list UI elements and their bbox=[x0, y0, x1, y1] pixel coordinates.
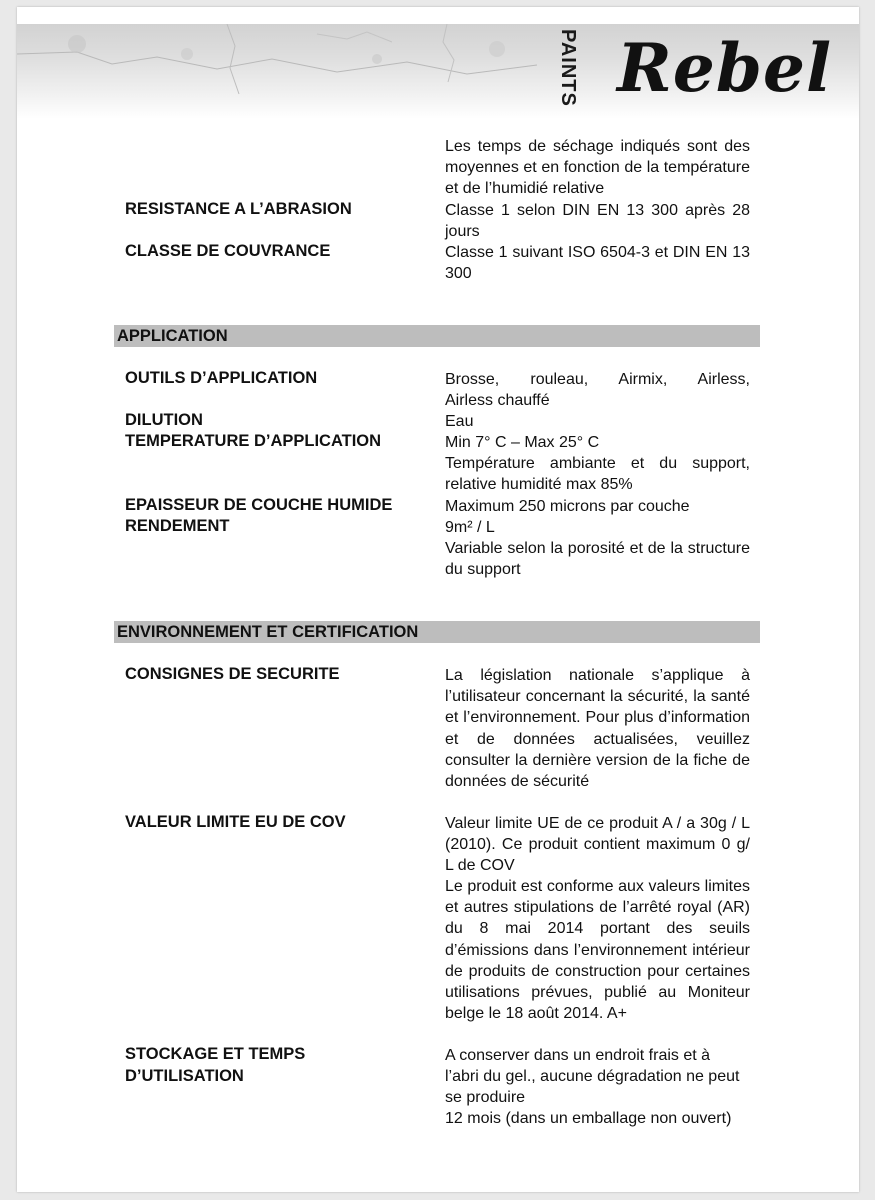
stockage-label-line-1: STOCKAGE ET TEMPS bbox=[125, 1045, 306, 1063]
outils-line-1: Brosse, rouleau, Airmix, Airless, bbox=[445, 371, 750, 388]
abrasion-value: Classe 1 selon DIN EN 13 300 après 28 jours bbox=[445, 202, 750, 241]
outils-label: OUTILS D’APPLICATION bbox=[125, 369, 318, 387]
outils-line-2: Airless chauffé bbox=[445, 392, 550, 410]
stockage-value: A conserver dans un endroit frais et à l’abri du gel., aucune dégradation ne peut se produire bbox=[445, 1047, 740, 1107]
epaisseur-label: EPAISSEUR DE COUCHE HUMIDE bbox=[125, 496, 393, 514]
consignes-value: La législation nationale s’applique à l’utilisateur concernant la sécurité, la santé et l’environnement. Pour plus d’information et de données actualisées, veuillez consulter la dernière version de la fiche de données de sécurité bbox=[445, 667, 750, 791]
stockage-note: 12 mois (dans un emballage non ouvert) bbox=[445, 1110, 732, 1127]
rendement-label: RENDEMENT bbox=[125, 517, 230, 535]
dilution-label: DILUTION bbox=[125, 411, 203, 429]
cov-note: Le produit est conforme aux valeurs limites et autres stipulations de l’arrêté royal (AR) du 8 mai 2014 portant des seuils d’émissions dans l’environnement intérieur de produits de construction pour certaines utilisations prévues, publié au Moniteur belge le 18 août 2014. A+ bbox=[445, 878, 750, 1023]
outils-value bbox=[445, 369, 750, 411]
couvrance-value: Classe 1 suivant ISO 6504-3 et DIN EN 13 300 bbox=[445, 244, 750, 283]
stockage-label-line-2: D’UTILISATION bbox=[125, 1066, 244, 1085]
logo-brand: Rebel bbox=[617, 29, 833, 107]
section-heading-environnement: ENVIRONNEMENT ET CERTIFICATION bbox=[114, 621, 760, 643]
temperature-value: Min 7° C – Max 25° C bbox=[445, 434, 600, 451]
stockage-label bbox=[125, 1044, 305, 1087]
cov-label: VALEUR LIMITE EU DE COV bbox=[125, 813, 346, 831]
cov-value: Valeur limite UE de ce produit A / a 30g / L (2010). Ce produit contient maximum 0 g/ L de COV bbox=[445, 815, 750, 875]
dilution-value: Eau bbox=[445, 413, 474, 430]
rendement-note: Variable selon la porosité et de la structure du support bbox=[445, 540, 750, 579]
section-heading-application: APPLICATION bbox=[114, 325, 760, 347]
temperature-label: TEMPERATURE D’APPLICATION bbox=[125, 432, 382, 450]
consignes-label: CONSIGNES DE SECURITE bbox=[125, 665, 340, 683]
abrasion-label: RESISTANCE A L’ABRASION bbox=[125, 200, 352, 218]
couvrance-label: CLASSE DE COUVRANCE bbox=[125, 242, 331, 260]
rendement-value: 9m² / L bbox=[445, 519, 495, 536]
drying-note: Les temps de séchage indiqués sont des moyennes et en fonction de la température et de l’humidié relative bbox=[445, 138, 750, 198]
temperature-note: Température ambiante et du support, relative humidité max 85% bbox=[445, 455, 750, 494]
epaisseur-value: Maximum 250 microns par couche bbox=[445, 498, 690, 515]
document-page bbox=[17, 7, 859, 1192]
logo-tagline: PAINTS bbox=[557, 29, 579, 107]
